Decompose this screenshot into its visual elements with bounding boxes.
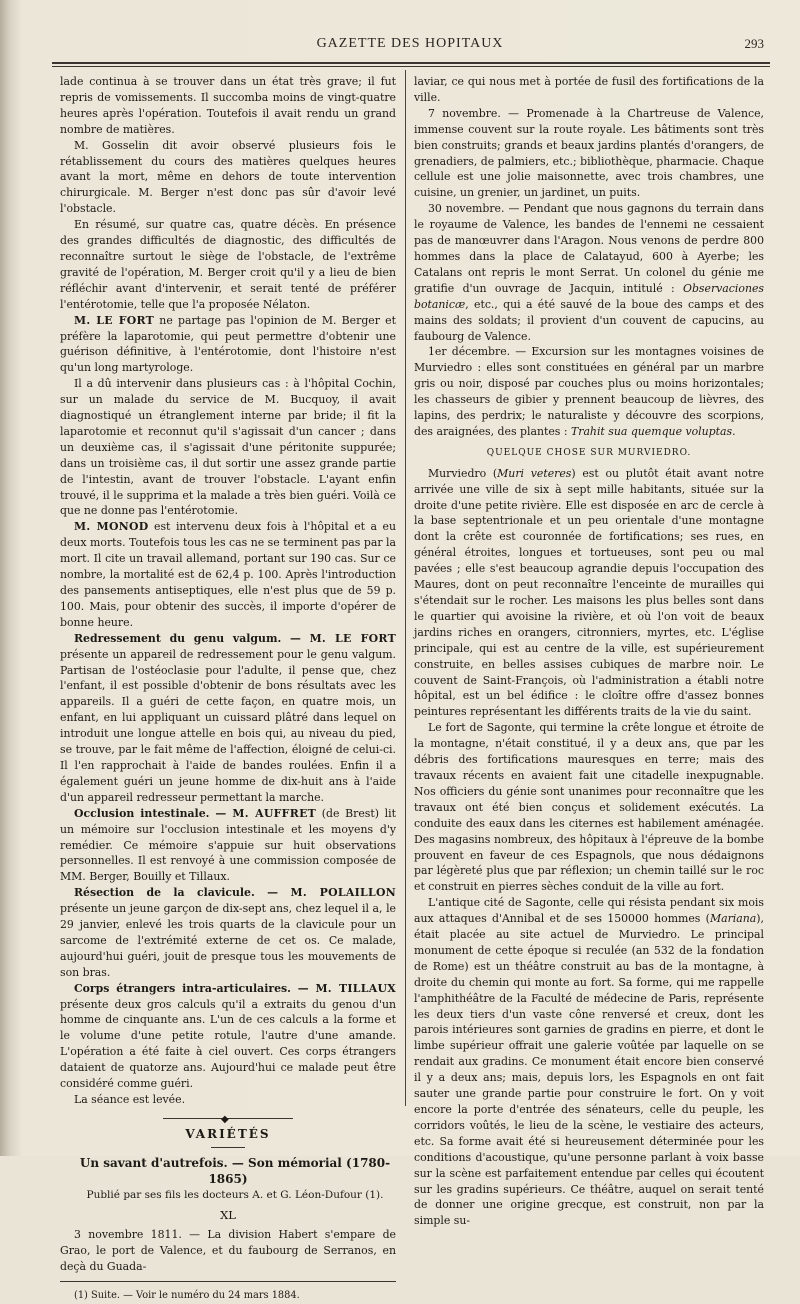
paragraph: 3 novembre 1811. — La division Habert s'empare de Grao, le port de Valence, et du faubourg de Serranos, en deçà du Guada-	[60, 1228, 396, 1274]
paragraph-text: présente un appareil de redressement pour le genu valgum. Partisan de l'ostéoclasie pour l'adulte, il pense que, chez l'enfant, il est possible d'obtenir de bons résultats avec les appareils. Il a guéri de cette façon, en quatre mois, un enfant, en lui appliquant un cuissard plâtré dans lequel on introduit une longue attelle en bois qui, au niveau du pied, se trouve, par le fait même de l'affection, éloigné de celui-ci. Il l'en rapprochait à l'aide de bandes roulées. Enfin il a également guéri un jeune homme de dix-huit ans à l'aide d'un appareil redresseur permettant la marche.	[60, 647, 396, 804]
paragraph	[60, 885, 396, 980]
paragraph: La séance est levée.	[74, 1093, 186, 1106]
paragraph: M. Gosselin dit avoir observé plusieurs fois le rétablissement du cours des matières quelques heures avant la mort, même en dehors de toute intervention chirurgicale. M. Berger n'est donc pas sûr d'avoir levé l'obstacle.	[60, 138, 396, 216]
left-column	[60, 74, 396, 1304]
paragraph: Le fort de Sagonte, qui termine la crête longue et étroite de la montagne, n'était constitué, il y a deux ans, que par les débris des fortifications mauresques en terre; mais des travaux récents en avaient fait une citadelle inexpugnable. Nos officiers du génie sont unanimes pour reconnaître que les travaux ont été bien conçus et solidement exécutés. La conduite des eaux dans les citernes est habilement aménagée. Des magasins nombreux, des hôpitaux à l'épreuve de la bombe prouvent en faveur de ces Espagnols, que nous dédaignons par légèreté plus que par réflexion; un chemin taillé sur le roc et construit en pierres sèches conduit de la ville au fort.	[414, 721, 764, 894]
paragraph-text: Murviedro (	[428, 466, 498, 480]
quote: Trahit sua quemque voluptas.	[570, 424, 736, 438]
paragraph-text: L'antique cité de Sagonte, celle qui résista pendant six mois aux attaques d'Annibal et de ses 150000 hommes (	[414, 896, 764, 926]
chapter-number: XL	[220, 1207, 236, 1222]
paragraph	[414, 895, 764, 1229]
paragraph	[414, 344, 764, 439]
paragraph	[414, 201, 764, 344]
ornament-separator: ◆	[163, 1118, 293, 1119]
paragraph	[60, 519, 396, 630]
paragraph-text: ), était placée au site actuel de Murviedro. Le principal monument de cette époque si reculée (an 532 de la fondation de Rome) est un théâtre construit au bas de la montagne, à droite du chemin qui monte au fort. Sa forme, qui me rappelle l'amphithéâtre de la Faculté de médecine de Paris, représente les deux tiers d'un vaste cône renversé et creux, dont les parois intérieures sont garnies de gradins en pierre, et dont le limbe supérieur offrait une galerie voûtée par laquelle on se rendait aux gradins. Ce monument était encore bien conservé il y a deux ans; mais, depuis lors, les Espagnols en ont fait sauter une grande partie pour construire le fort. On y voit encore la porte d'entrée des sénateurs, celle du peuple, les corridors voûtés, le lieu de la scène, le vestiaire des acteurs, etc. Sa forme avait été si heureusement déterminée pour les conditions d'acoustique, qu'une personne parlant à voix basse sur la scène est parfaitement entendue par celles qui écoutent sur les gradins supérieurs. Ce théâtre, auquel on serait tenté de donner une origine grecque, est construit, non par la simple su-	[414, 912, 764, 1228]
paragraph: lade continua à se trouver dans un état très grave; il fut repris de vomissements. Il succomba moins de vingt-quatre heures après l'opération. Toutefois il avait rendu un grand nombre de matières.	[60, 75, 396, 136]
section-title: VARIÉTÉS	[185, 1126, 271, 1141]
paragraph-text: est intervenu deux fois à l'hôpital et a eu deux morts. Toutefois tous les cas ne se terminent pas par la mort. Il cite un travail allemand, portant sur 190 cas. Sur ce nombre, la mortalité est de 62,4 p. 100. Après l'introduction des pansements antiseptiques, elle n'est plus que de 59 p. 100. Mais, pour obtenir des succès, il importe d'opérer de bonne heure.	[60, 520, 396, 629]
paragraph: 7 novembre. — Promenade à la Chartreuse de Valence, immense couvent sur la route royale. Les bâtiments sont très bien construits; grands et beaux jardins plantés d'orangers, de grenadiers, de palmiers, etc.; bibliothèque, pharmacie. Chaque cellule est une jolie maisonnette, avec trois chambres, une cuisine, un grenier, un jardinet, un puits.	[414, 106, 764, 200]
speaker-name: M. TILLAUX	[315, 981, 396, 995]
book-title: Observaciones botanicæ	[414, 281, 764, 311]
speaker-name: M. LE FORT	[74, 313, 155, 327]
section-heading: Corps étrangers intra-articulaires. —	[74, 981, 316, 995]
paragraph: Il a dû intervenir dans plusieurs cas : à l'hôpital Cochin, sur un malade du service de M. Bucquoy, il avait diagnostiqué un étranglement interne par bride; il fit la laparotomie et reconnut qu'il s'agissait d'un cancer ; dans un deuxième cas, il s'agissait d'une péritonite suppurée; dans un troisième cas, il dut sortir une assez grande partie de l'intestin, avant de trouver l'obstacle. L'ayant enfin trouvé, il le supprima et la malade a très bien guéri. Voilà ce que ne donne pas l'entérotomie.	[60, 377, 396, 518]
journal-title: GAZETTE DES HOPITAUX	[316, 36, 504, 51]
paragraph-text: 30 novembre. — Pendant que nous gagnons du terrain dans le royaume de Valence, les bandes de l'ennemi ne cessaient pas de manœuvrer dans l'Aragon. Nous venons de perdre 800 hommes dans la place de Calatayud, 600 à Ayerbe; les Catalans ont repris le mont Serrat. Un colonel du génie me gratifie d'un ouvrage de Jacquin, intitulé :	[414, 202, 764, 295]
article-title: Un savant d'autrefois. — Son mémorial (1780-1865)	[79, 1155, 391, 1186]
latin-term: Muri veteres	[497, 466, 572, 480]
header-rule	[52, 62, 770, 67]
page-number: 293	[744, 36, 764, 51]
speaker-name: M. LE FORT	[309, 631, 396, 645]
paragraph-text: présente un jeune garçon de dix-sept ans, chez lequel il a, le 29 janvier, enlevé les trois quarts de la clavicule pour un sarcome de l'extrémité externe de cet os. Ce malade, aujourd'hui guéri, jouit de presque tous les mouvements de son bras.	[60, 902, 396, 979]
section-heading: Occlusion intestinale. —	[74, 806, 233, 820]
paragraph	[60, 981, 396, 1092]
paragraph-text: ) est ou plutôt était avant notre arrivée une ville de six à sept mille habitants, située sur la droite d'une petite rivière. Elle est disposée en arc de cercle à la base septentrionale et un peu orientale d'une montagne dont la crête est couronnée de fortifications; ses rues, en général étroites, longues et tortueuses, sont peu ou mal pavées ; elle s'est beaucoup agrandie depuis l'occupation des Maures, dont on peut reconnaître l'enceinte de murailles qui s'étendait sur le rocher. Les maisons les plus belles sont dans le quartier qui avoisine la rivière, et où l'on voit de beaux jardins riches en orangers, citronniers, myrtes, etc. L'église principale, qui est au centre de la ville, est supérieurement construite, en belles assises cubiques de marbre noir. Le couvent de Saint-François, où l'administration a établi notre hôpital, est un bel édifice : le cloître offre d'assez bonnes peintures représentant les différents traits de la vie du saint.	[414, 466, 764, 719]
paragraph-text: (de Brest) lit un mémoire sur l'occlusion intestinale et les moyens d'y remédier. Ce mémoire s'appuie sur huit observations personnelles. Il est renvoyé à une commission composée de MM. Berger, Bouilly et Tillaux.	[60, 806, 397, 884]
paragraph	[60, 631, 396, 806]
footnote: (1) Suite. — Voir le numéro du 24 mars 1884.	[74, 1290, 300, 1302]
article-byline: Publié par ses fils les docteurs A. et G. Léon-Dufour (1).	[86, 1188, 384, 1201]
page-header	[50, 36, 770, 60]
paragraph-text: présente deux gros calculs qu'il a extraits du genou d'un homme de cinquante ans. L'un de ces calculs a la forme et le volume d'une petite rotule, l'autre d'une amande. L'opération a été faite à ciel ouvert. Ces corps étrangers dataient de quatorze ans. Aujourd'hui ce malade peut être considéré comme guéri.	[60, 997, 396, 1091]
subsection-heading: QUELQUE CHOSE SUR MURVIEDRO.	[486, 447, 692, 458]
speaker-name: M. POLAILLON	[290, 886, 396, 900]
paragraph: En résumé, sur quatre cas, quatre décès. En présence des grandes difficultés de diagnostic, des difficultés de reconnaître surtout le siège de l'obstacle, de l'extrême gravité de l'opération, M. Berger croit qu'il y a lieu de bien réfléchir avant d'intervenir, et serait tenté de préférer l'entérotomie, telle que l'a proposée Nélaton.	[60, 218, 396, 311]
speaker-name: M. AUFFRET	[232, 806, 317, 820]
short-rule	[211, 1147, 245, 1148]
paragraph	[60, 313, 396, 377]
column-divider	[405, 70, 406, 1106]
paragraph-text: 1er décembre. — Excursion sur les montagnes voisines de Murviedro : elles sont constituées en général par un marbre gris ou noir, disposé par couches plus ou moins horizontales; les chasseurs de gibier y prennent beaucoup de lièvres, des lapins, des perdrix; le naturaliste y découvre des scorpions, des araignées, des plantes :	[414, 345, 764, 438]
paragraph-text: ne partage pas l'opinion de M. Berger et préfère la laparotomie, qui peut permettre d'obtenir une guérison définitive, à l'entérotomie, dont l'histoire n'est qu'un long martyrologe.	[60, 313, 396, 375]
paragraph	[60, 806, 396, 886]
paragraph: laviar, ce qui nous met à portée de fusil des fortifications de la ville.	[414, 75, 764, 104]
paragraph	[414, 466, 764, 721]
right-column	[414, 74, 764, 1229]
footnote-rule	[60, 1281, 396, 1282]
section-heading: Résection de la clavicule. —	[74, 886, 291, 900]
speaker-name: M. MONOD	[74, 520, 149, 534]
paragraph-text: , etc., qui a été sauvé de la boue des camps et des mains des soldats; il provient d'un couvent de capucins, au faubourg de Valence.	[414, 297, 764, 343]
section-heading: Redressement du genu valgum. —	[74, 631, 310, 645]
citation: Mariana	[709, 912, 757, 926]
